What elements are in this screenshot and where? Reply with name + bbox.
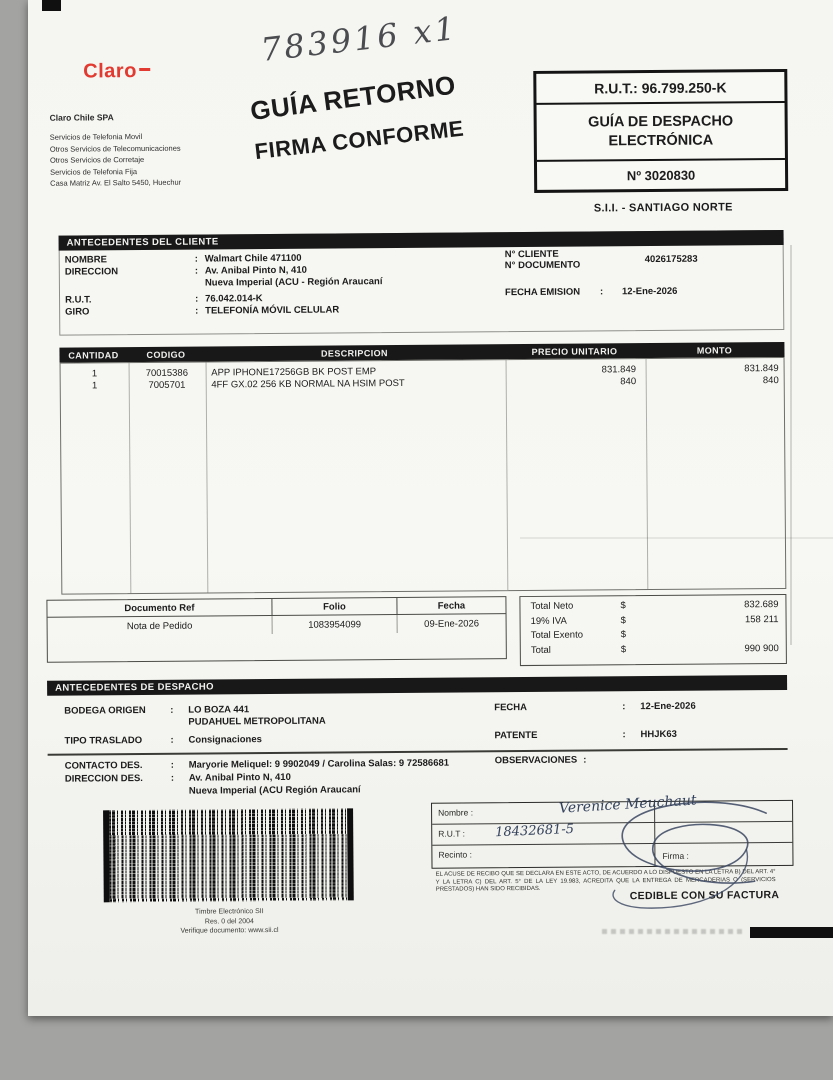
colon xyxy=(171,760,181,771)
handwritten-order-number: 783916 x1 xyxy=(258,8,460,69)
reference-table xyxy=(46,596,506,663)
total-label: 19% IVA xyxy=(530,615,567,627)
reception-rut-label: R.U.T : xyxy=(432,822,792,846)
total-value: 832.689 xyxy=(744,599,779,611)
contacto-row xyxy=(65,758,449,772)
fecha-despacho-row xyxy=(494,701,696,714)
reception-recinto-label: Recinto : xyxy=(438,849,473,860)
bodega-label: BODEGA ORIGEN xyxy=(64,705,146,717)
timbre-caption xyxy=(122,907,337,937)
patente-row xyxy=(494,729,677,741)
item-monto: 840 xyxy=(762,375,779,387)
direccion-des-row2 xyxy=(189,784,361,796)
reference-row xyxy=(48,614,506,636)
document-type-line2: ELECTRÓNICA xyxy=(608,132,714,150)
client-numero-documento-label: N° DOCUMENTO xyxy=(504,259,581,272)
claro-logo-dash-icon xyxy=(139,68,150,71)
stamp-guia-retorno: GUÍA RETORNO xyxy=(248,69,458,127)
item-cantidad: 1 xyxy=(91,368,98,380)
company-line: Casa Matriz Av. El Salto 5450, Huechur xyxy=(50,177,182,188)
colon xyxy=(583,754,593,765)
total-row xyxy=(521,642,786,659)
patente-label: PATENTE xyxy=(494,729,538,742)
fecha-despacho-value: 12-Ene-2026 xyxy=(640,700,696,713)
ref-header-fecha: Fecha xyxy=(437,599,466,612)
company-line: Otros Servicios de Telecomunicaciones xyxy=(49,143,181,154)
contacto-value: Maryorie Meliquel: 9 9902049 / Carolina Salas: 9 72586681 xyxy=(188,757,450,771)
bodega-value2: PUDAHUEL METROPOLITANA xyxy=(188,715,326,728)
timbre-line: Verifique documento: www.sii.cl xyxy=(180,926,279,935)
ref-fecha: 09-Ene-2026 xyxy=(424,617,480,630)
colon xyxy=(195,266,205,277)
column-divider xyxy=(206,363,209,593)
item-precio: 840 xyxy=(620,376,637,388)
company-line: Otros Servicios de Corretaje xyxy=(49,155,145,165)
reception-nombre-label: Nombre : xyxy=(432,801,792,825)
colon xyxy=(195,306,205,317)
patente-value: HHJK63 xyxy=(640,728,677,741)
direccion-des-value2: Nueva Imperial (ACU Región Araucaní xyxy=(188,784,361,797)
colon xyxy=(600,286,610,297)
client-giro-label: GIRO xyxy=(65,306,90,318)
total-label: Total Exento xyxy=(530,629,584,641)
client-nombre-value: Walmart Chile 471100 xyxy=(204,252,302,265)
direccion-des-row xyxy=(65,772,291,785)
item-codigo: 70015386 xyxy=(145,367,189,379)
item-descripcion: APP IPHONE17256GB BK POST EMP xyxy=(211,366,377,379)
pdf417-barcode xyxy=(103,808,354,902)
total-label: Total Neto xyxy=(530,600,574,612)
column-divider xyxy=(506,360,509,590)
ref-header-folio: Folio xyxy=(272,598,397,615)
handwritten-receiver-name: Verenice Meuchaut xyxy=(558,792,697,817)
sii-office: S.I.I. - SANTIAGO NORTE xyxy=(593,201,733,215)
company-line: Servicios de Telefonia Fija xyxy=(50,166,138,177)
tipo-traslado-value: Consignaciones xyxy=(188,734,262,746)
observaciones-row xyxy=(495,754,594,766)
colon xyxy=(170,705,180,716)
observaciones-label: OBSERVACIONES xyxy=(494,754,578,767)
column-divider xyxy=(646,359,649,589)
client-rut-value: 76.042.014-K xyxy=(205,293,263,305)
client-giro-row xyxy=(65,304,339,317)
total-label: Total xyxy=(530,644,551,656)
items-table-body xyxy=(60,357,787,595)
fecha-emision-label: FECHA EMISION xyxy=(504,286,581,299)
totals-box xyxy=(519,594,787,666)
company-name: Claro Chile SPA xyxy=(49,112,114,123)
item-monto: 831.849 xyxy=(744,363,779,375)
direccion-des-value: Av. Anibal Pinto N, 410 xyxy=(188,771,291,784)
client-nombre-label: NOMBRE xyxy=(64,254,108,266)
client-rut-label: R.U.T. xyxy=(65,294,92,306)
item-descripcion: 4FF GX.02 256 KB NORMAL NA HSIM POST xyxy=(211,377,405,391)
fecha-emision-value: 12-Ene-2026 xyxy=(621,285,678,298)
client-section-header: ANTECEDENTES DEL CLIENTE xyxy=(59,230,784,251)
document-type-line1: GUÍA DE DESPACHO xyxy=(588,113,734,131)
client-rut-row xyxy=(65,293,263,306)
document-id-box xyxy=(533,69,788,193)
company-info-block xyxy=(50,111,271,189)
items-header-precio: PRECIO UNITARIO xyxy=(531,345,618,357)
items-header-monto: MONTO xyxy=(696,344,733,356)
total-value xyxy=(661,628,786,643)
items-header-descripcion: DESCRIPCION xyxy=(320,347,388,359)
items-header-cantidad: CANTIDAD xyxy=(68,349,119,361)
item-precio: 831.849 xyxy=(601,364,637,376)
stamp-firma-conforme: FIRMA CONFORME xyxy=(253,115,466,165)
ref-folio: 1083954099 xyxy=(273,615,398,634)
colon xyxy=(171,773,181,784)
colon xyxy=(170,735,180,746)
bodega-row2 xyxy=(188,716,325,728)
document-type-title xyxy=(537,103,785,160)
item-cantidad: 1 xyxy=(91,380,98,392)
client-numero-cliente-label: N° CLIENTE xyxy=(504,248,559,261)
colon xyxy=(622,729,632,740)
items-header-codigo: CODIGO xyxy=(146,349,186,360)
legal-fine-print: EL ACUSE DE RECIBO QUE SE DECLARA EN ESTE ACTO, DE ACUERDO A LO DISPUESTO EN LA LETRA B) DEL ART. 4° Y LA LETRA C) DEL ART. 5° DE LA LEY 19.983, ACREDITA QUE LA ENTREGA DE MERCADERIAS O (SERVICIOS PRESTADOS) HAN SIDO RECIBIDAS. xyxy=(435,869,776,893)
client-direccion-value2: Nueva Imperial (ACU - Región Araucaní xyxy=(204,276,383,289)
fecha-despacho-label: FECHA xyxy=(494,702,528,714)
despacho-section-header: ANTECEDENTES DE DESPACHO xyxy=(47,675,787,696)
colon xyxy=(195,294,205,305)
total-value: 990 900 xyxy=(744,642,779,654)
ref-header-doc: Documento Ref xyxy=(47,599,272,617)
total-value: 158 211 xyxy=(744,613,779,625)
client-direccion-row2 xyxy=(205,276,383,288)
colon xyxy=(195,254,205,265)
despacho-divider-line xyxy=(48,748,788,756)
colon xyxy=(622,701,632,712)
timbre-line: Res. 0 del 2004 xyxy=(204,917,254,926)
timbre-line: Timbre Electrónico SII xyxy=(195,908,264,916)
client-documento-numero-value: 4026175283 xyxy=(644,253,698,266)
client-direccion-row xyxy=(65,265,307,278)
cedible-text: CEDIBLE CON SU FACTURA xyxy=(629,889,780,903)
company-line: Servicios de Telefonia Movil xyxy=(49,132,143,142)
currency-sign: $ xyxy=(620,629,627,641)
bodega-row xyxy=(64,704,249,716)
handwritten-receiver-rut: 18432681-5 xyxy=(494,821,575,841)
ref-doc: Nota de Pedido xyxy=(48,616,273,636)
currency-sign: $ xyxy=(620,600,626,612)
signature-scrawl xyxy=(548,797,794,924)
client-nombre-row xyxy=(65,253,302,266)
document-number: Nº 3020830 xyxy=(537,158,785,191)
claro-logo xyxy=(83,60,150,84)
direccion-des-label: DIRECCION DES. xyxy=(64,773,143,785)
column-divider xyxy=(129,363,132,593)
client-direccion-label: DIRECCION xyxy=(64,266,119,278)
currency-sign: $ xyxy=(620,614,626,626)
tipo-traslado-label: TIPO TRASLADO xyxy=(64,735,143,747)
item-codigo: 7005701 xyxy=(148,379,186,391)
currency-sign: $ xyxy=(620,643,627,655)
client-direccion-value: Av. Anibal Pinto N, 410 xyxy=(204,264,307,277)
client-fecha-emision-row xyxy=(505,286,678,298)
tipo-traslado-row xyxy=(64,734,261,747)
client-giro-value: TELEFONÍA MÓVIL CELULAR xyxy=(205,304,340,317)
issuer-rut: R.U.T.: 96.799.250-K xyxy=(536,72,784,105)
reception-firma-label: Firma : xyxy=(662,850,689,861)
contacto-label: CONTACTO DES. xyxy=(64,760,143,772)
bodega-value: LO BOZA 441 xyxy=(188,704,250,716)
claro-logo-text: Claro xyxy=(83,60,137,83)
